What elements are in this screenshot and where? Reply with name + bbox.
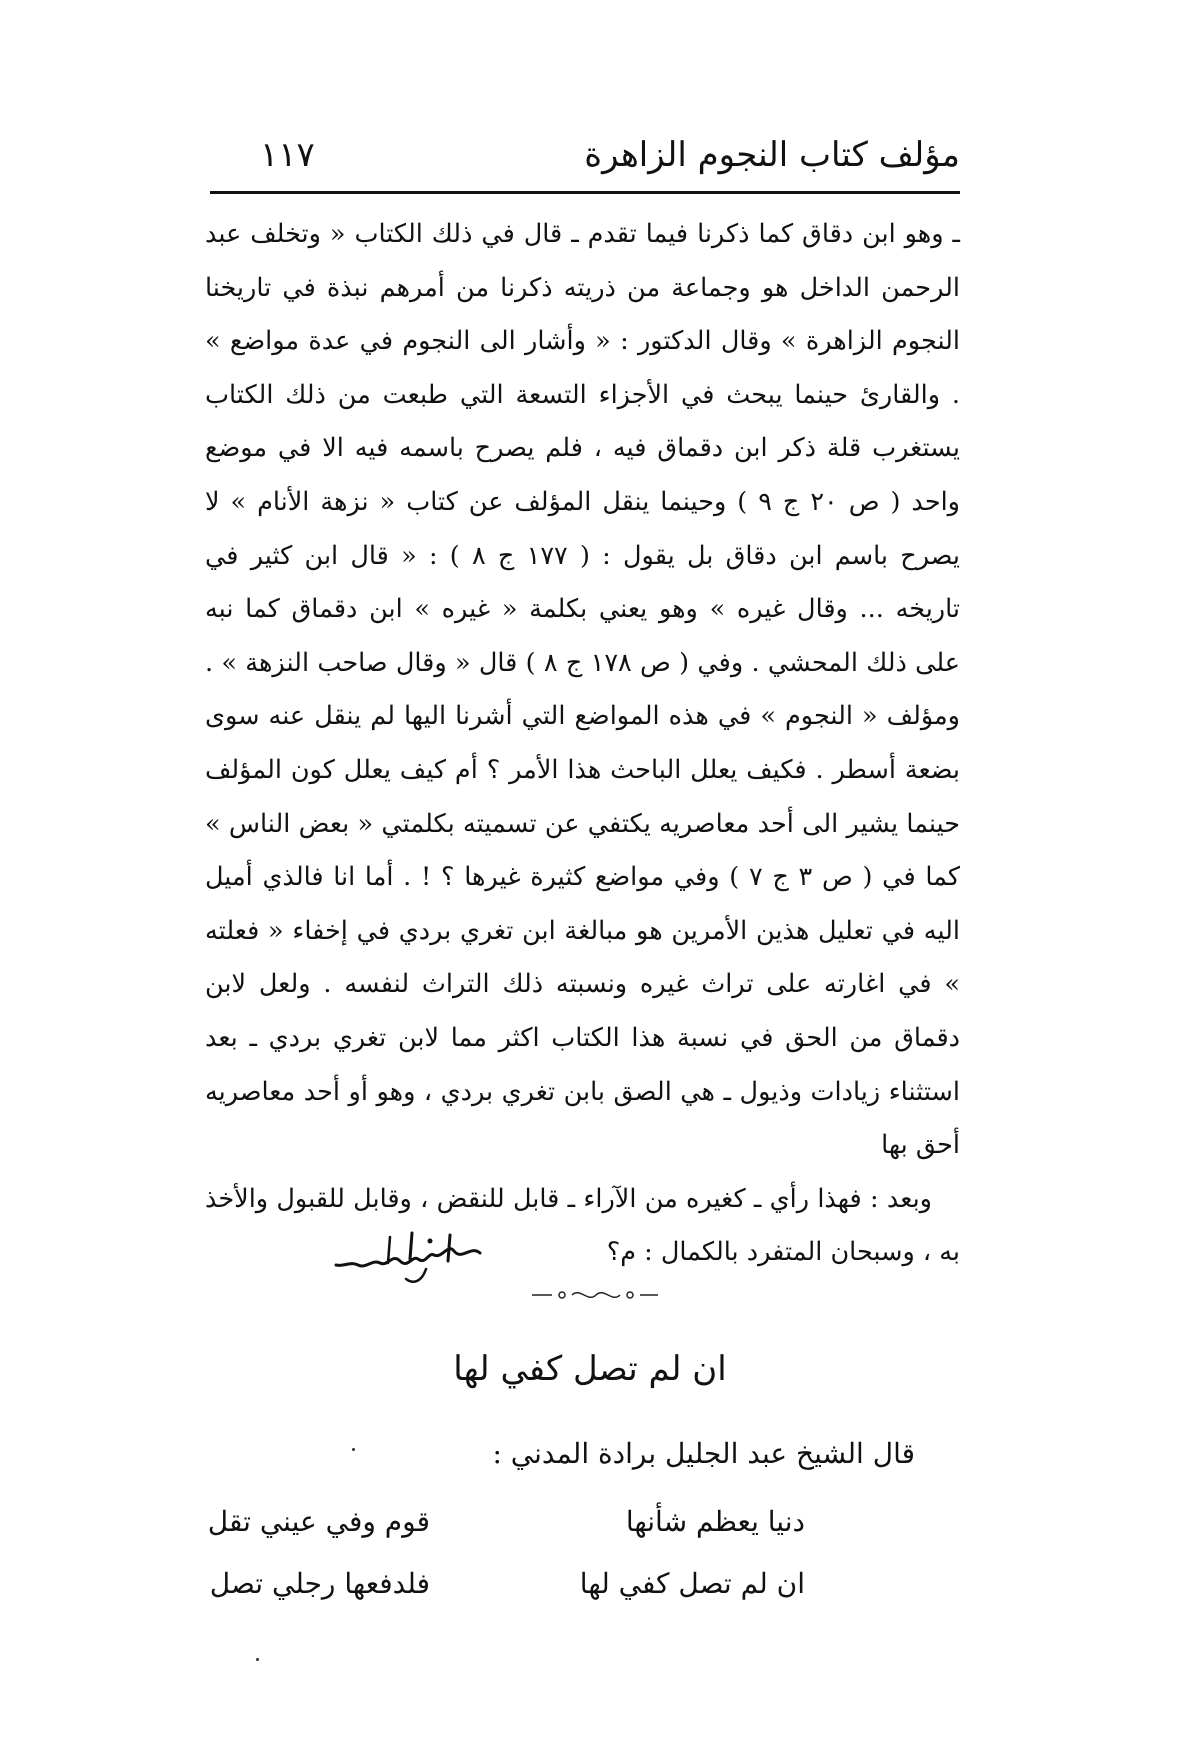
poem-title: ان لم تصل كفي لها bbox=[453, 1349, 727, 1389]
verse-1-second-hemistich: قوم وفي عيني تقل bbox=[207, 1505, 430, 1538]
header-rule bbox=[210, 191, 960, 194]
closing-paragraph: وبعد : فهذا رأي ـ كغيره من الآراء ـ قابل للنقض ، وقابل للقبول والأخذ به ، وسبحان المتفرد بالكمال : م؟ bbox=[205, 1183, 960, 1268]
body-paragraph: ـ وهو ابن دقاق كما ذكرنا فيما تقدم ـ قال في ذلك الكتاب « وتخلف عبد الرحمن الداخل هو وجماعة من ذريته ذكرنا من أمرهم نبذة في تاريخنا النجوم الزاهرة » وقال الدكتور : « وأشار الى النجوم في عدة مواضع » . والقارئ حينما يبحث في الأجزاء التسعة التي طبعت من ذلك الكتاب يستغرب قلة ذكر ابن دقماق فيه ، فلم يصرح باسمه فيه الا في موضع واحد ( ص ٢٠ ج ٩ ) وحينما ينقل المؤلف عن كتاب « نزهة الأنام » لا يصرح باسم ابن دقاق بل يقول : ( ١٧٧ ج ٨ ) : « قال ابن كثير في تاريخه ... وقال غيره » وهو يعني بكلمة « غيره » ابن دقماق كما نبه على ذلك المحشي . وفي ( ص ١٧٨ ج ٨ ) قال « وقال صاحب النزهة » . ومؤلف « النجوم » في هذه المواضع التي أشرنا اليها لم ينقل عنه سوى بضعة أسطر . فكيف يعلل الباحث هذا الأمر ؟ أم كيف يعلل كون المؤلف حينما يشير الى أحد معاصريه يكتفي عن تسميته بكلمتي « بعض الناس » كما في ( ص ٣ ج ٧ ) وفي مواضع كثيرة غيرها ؟ ! . أما انا فالذي أميل اليه في تعليل هذين الأمرين هو مبالغة ابن تغري بردي في إخفاء « فعلته » في اغارته على تراث غيره ونسبته ذلك التراث لنفسه . ولعل لابن دقماق من الحق في نسبة هذا الكتاب اكثر مما لابن تغري بردي ـ بعد استثناء زيادات وذيول ـ هي الصق بابن تغري بردي ، وهو أو أحد معاصريه أحق بها bbox=[205, 219, 961, 1161]
ink-speck bbox=[256, 1658, 259, 1661]
page-number: ١١٧ bbox=[260, 135, 315, 175]
verse-2-first-hemistich: ان لم تصل كفي لها bbox=[579, 1567, 805, 1600]
article-body bbox=[205, 208, 960, 1280]
section-ornament bbox=[530, 1285, 660, 1305]
poem-intro: قال الشيخ عبد الجليل برادة المدني : bbox=[492, 1437, 915, 1470]
ink-speck bbox=[352, 1448, 355, 1451]
running-title: مؤلف كتاب النجوم الزاهرة bbox=[584, 135, 960, 175]
page-header bbox=[205, 125, 960, 185]
verse-2-second-hemistich: فلدفعها رجلي تصل bbox=[209, 1567, 430, 1600]
handwritten-signature bbox=[330, 1225, 490, 1295]
verse-1-first-hemistich: دنيا يعظم شأنها bbox=[625, 1505, 805, 1538]
